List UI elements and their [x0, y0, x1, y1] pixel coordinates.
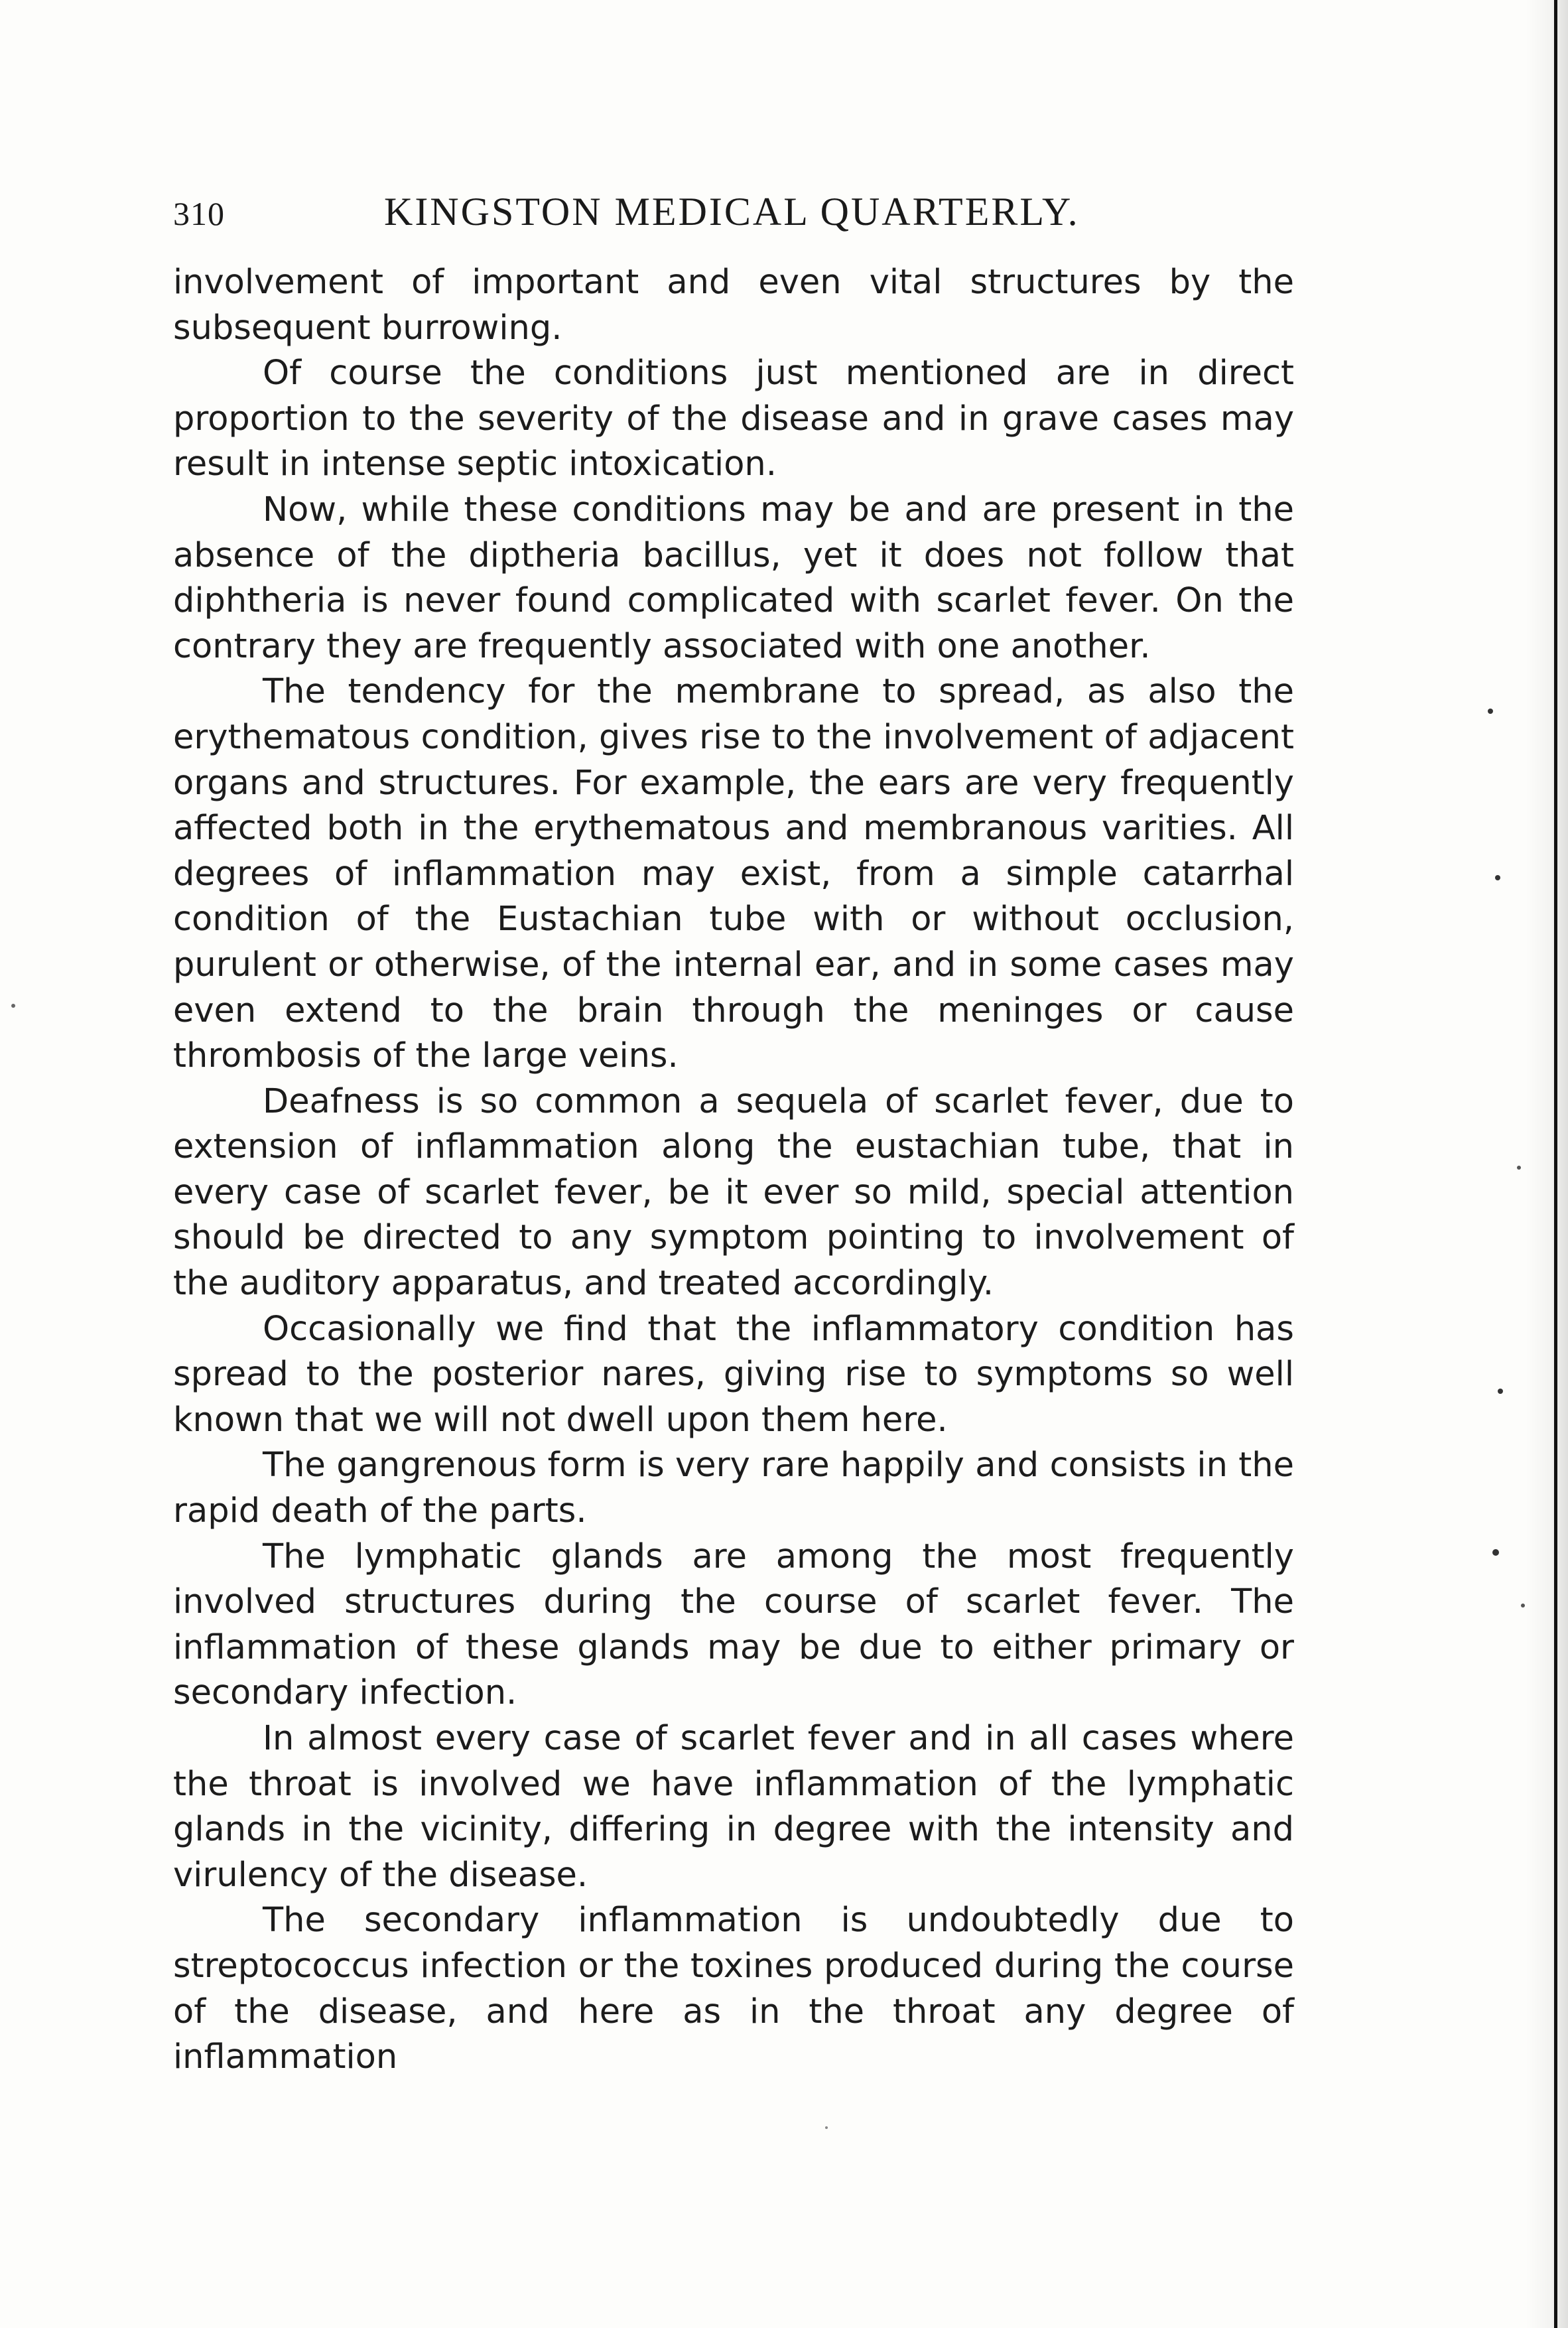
speck — [1521, 1604, 1525, 1608]
paragraph: The tendency for the membrane to spread, as also the erythematous condition, gives rise to the involvement of adjacent organs and structures. For example, the ears are very frequently affected both in the erythematous and membranous varities. All degrees of inflammation may exist, from a simple catarrhal condition of the Eustachian tube with or without occlusion, purulent or otherwise, of the internal ear, and in some cases may even extend to the brain through the meninges or cause thrombosis of the large veins. — [173, 672, 1294, 1076]
paragraph: Of course the conditions just mentioned are in direct proportion to the severity of the disease and in grave cases may result in intense septic intoxication. — [173, 354, 1294, 484]
paragraph: The gangrenous form is very rare happily and consists in the rapid death of the parts. — [173, 1446, 1294, 1531]
speck — [1495, 875, 1500, 880]
speck — [1492, 1549, 1499, 1556]
paragraph: Occasionally we find that the inflammatory condition has spread to the posterior nares, giving rise to symptoms so well known that we will not dwell upon them here. — [173, 1309, 1294, 1440]
paragraph: Now, while these conditions may be and are present in the absence of the diptheria bacillus, yet it does not follow that diphtheria is never found complicated with scarlet fever. On the contrary they are frequently associated with one another. — [173, 490, 1294, 666]
paragraph: involvement of important and even vital structures by the subsequent burrowing. — [173, 263, 1294, 348]
speck — [11, 1004, 15, 1008]
speck — [1498, 1389, 1503, 1394]
paragraph: Deafness is so common a sequela of scarlet fever, due to extension of inflammation along the eustachian tube, that in every case of scarlet fever, be it ever so mild, special attention should be directed to any symptom pointing to involvement of the auditory apparatus, and treated accordingly. — [173, 1081, 1294, 1304]
page-number: 310 — [173, 195, 225, 232]
speck — [825, 2126, 828, 2129]
running-title: KINGSTON MEDICAL QUARTERLY. — [384, 190, 1080, 234]
paragraph: The secondary inflammation is undoubtedly due to streptococcus infection or the toxines produced during the course of the disease, and here as in the throat any degree of inflammation — [173, 1901, 1294, 2077]
speck — [1517, 1166, 1521, 1170]
speck — [1488, 709, 1493, 714]
paragraph: In almost every case of scarlet fever and in all cases where the throat is involved we have inflammation of the lymphatic glands in the vicinity, differing in degree with the intensity and virulency of the disease. — [173, 1719, 1294, 1895]
page-header — [173, 189, 1307, 242]
paragraph: The lymphatic glands are among the most frequently involved structures during the course of scarlet fever. The inflammation of these glands may be due to either primary or secondary infection. — [173, 1537, 1294, 1713]
article-body — [173, 260, 1294, 2081]
